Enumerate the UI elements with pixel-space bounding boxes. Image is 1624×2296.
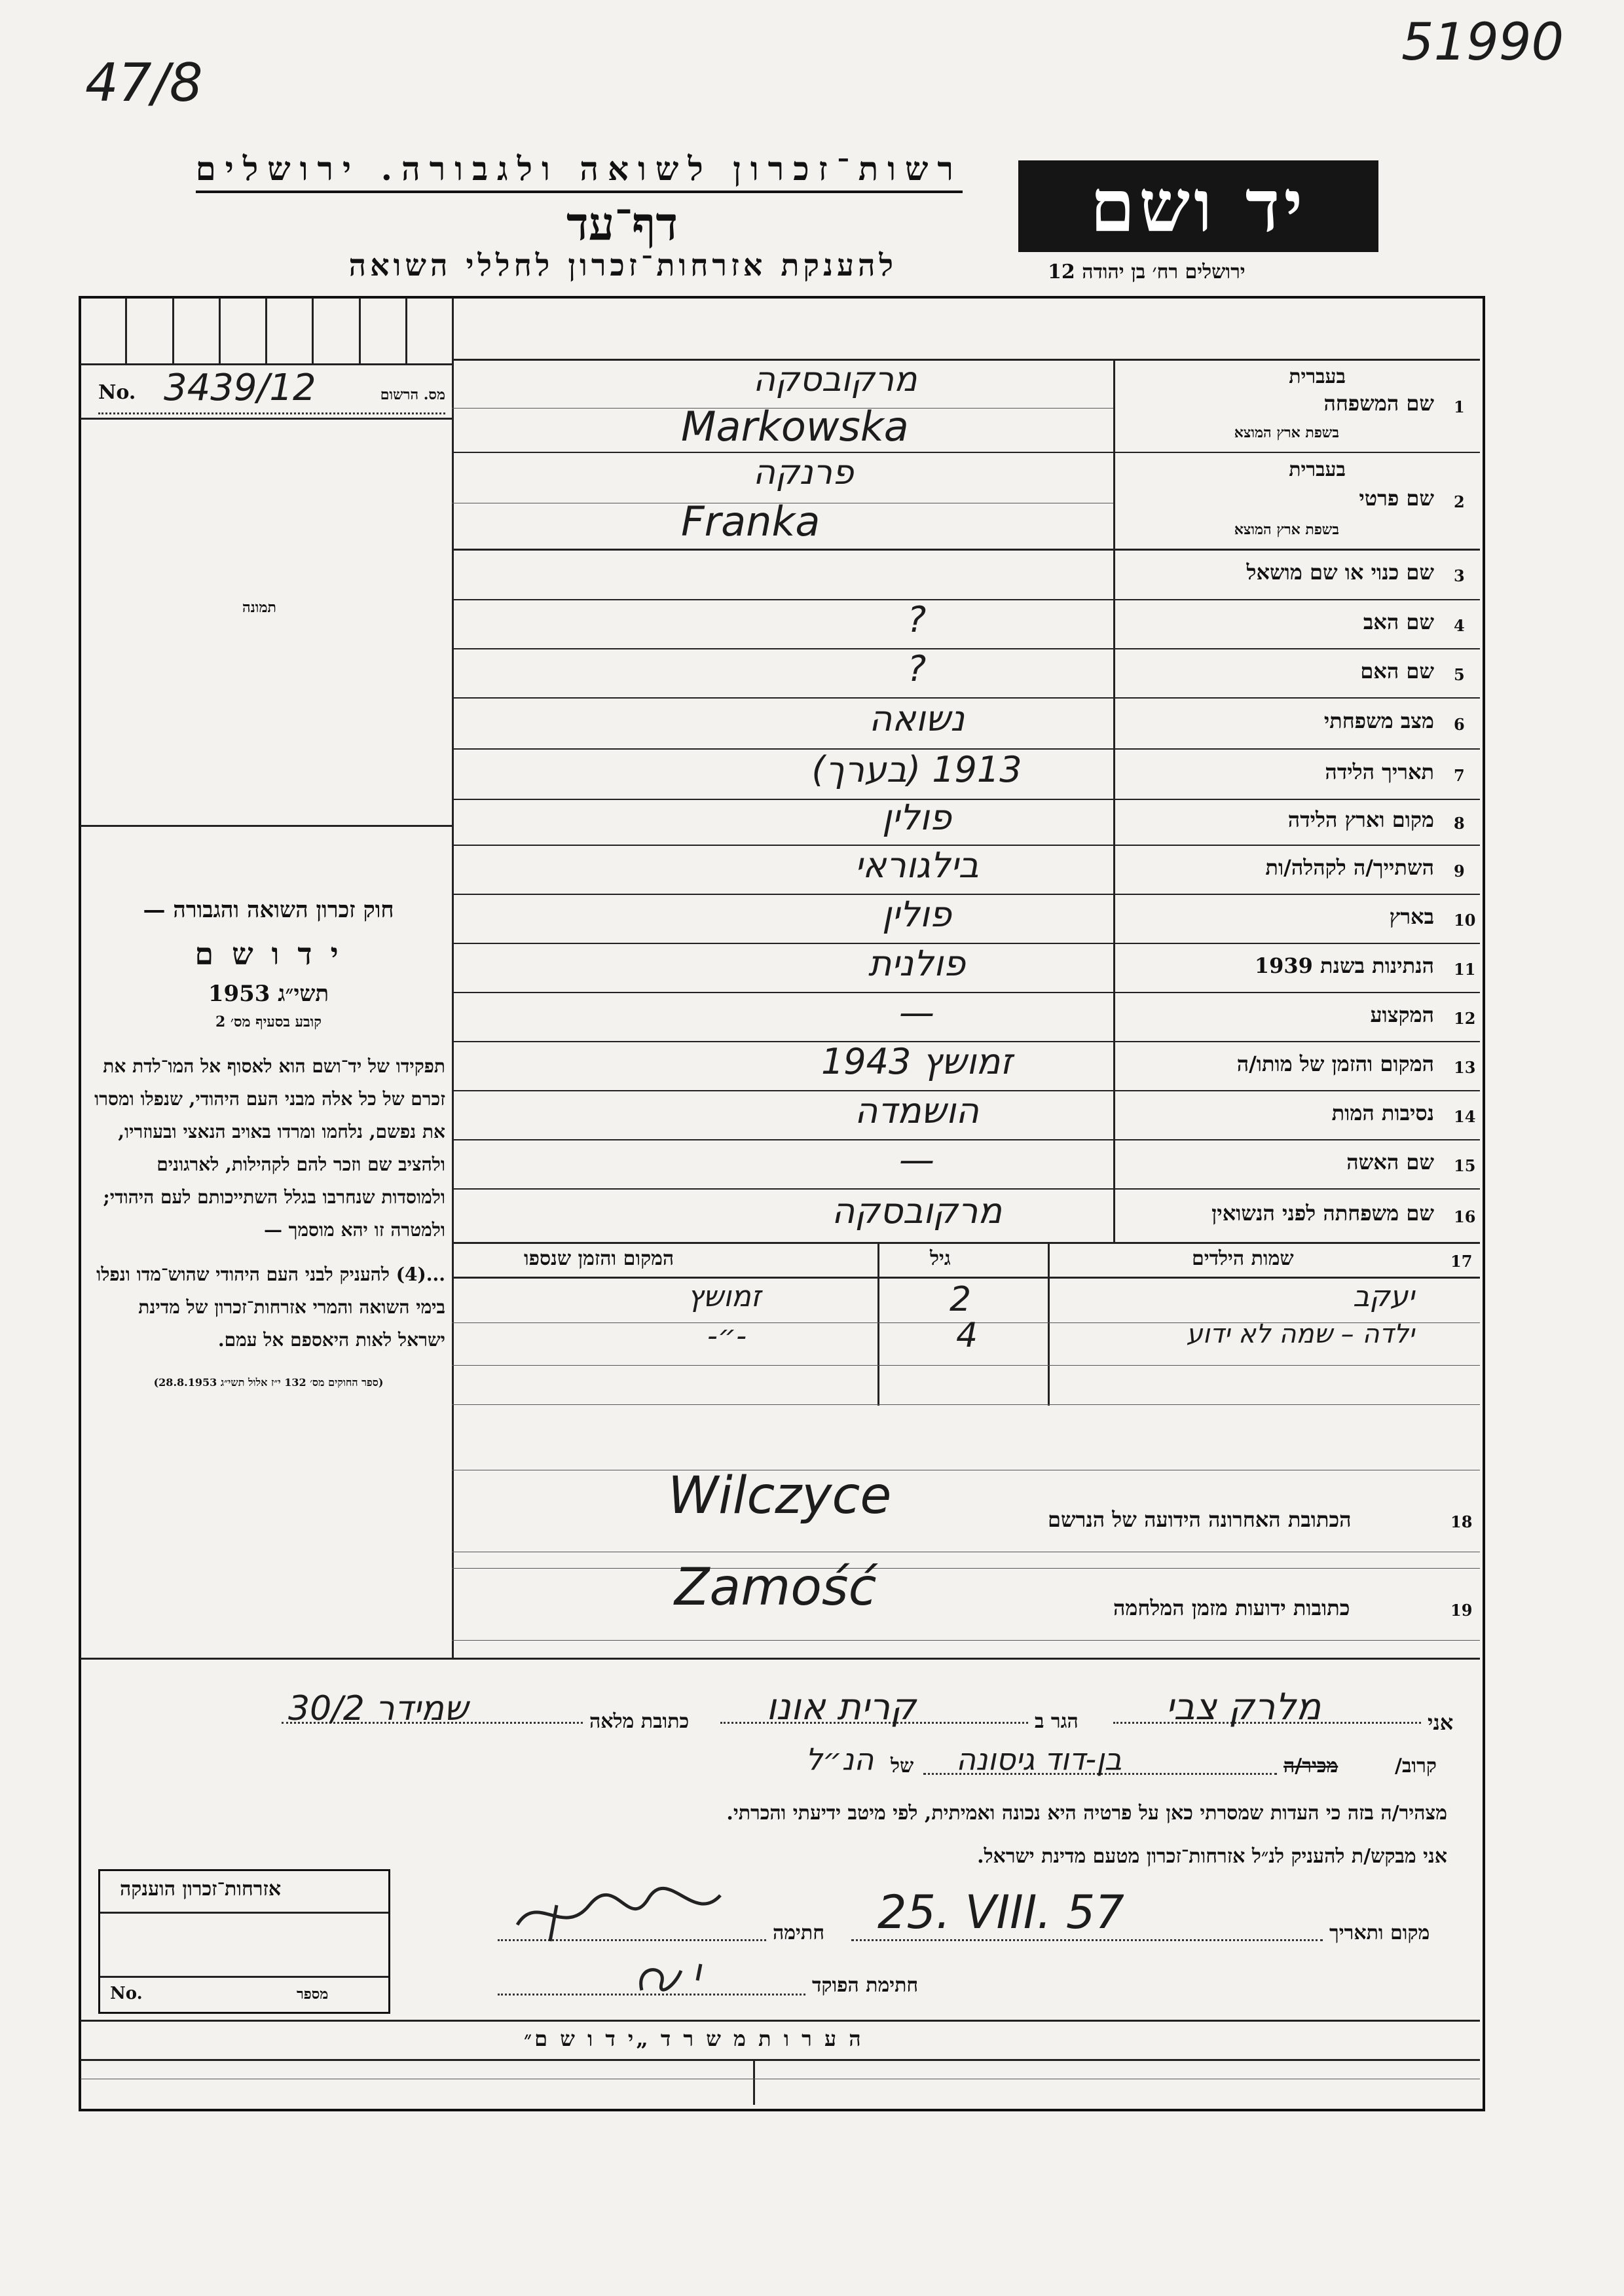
field-label: מצב משפחתי	[1323, 708, 1434, 733]
award-box-divider	[100, 1912, 388, 1914]
field-number: 5	[1454, 665, 1465, 684]
request-text: אני מבקש/ת להעניק לנ״ל אזרחות־זכרון מטעם מדינת ישראל.	[977, 1845, 1447, 1868]
wartime-address: Zamość	[674, 1558, 877, 1617]
children-col-age: גיל	[930, 1247, 951, 1270]
field-number: 13	[1454, 1057, 1476, 1077]
field-number: 4	[1454, 615, 1465, 635]
notes-divider	[753, 2059, 755, 2105]
field-value: —	[899, 991, 934, 1033]
field-value: —	[899, 1139, 934, 1180]
children-top-line	[452, 1242, 1480, 1244]
declarant-name: מלרק צבי	[1166, 1686, 1321, 1728]
declarant-signature	[511, 1879, 733, 1944]
award-box-title: אזרחות־זכרון הוענקה	[120, 1878, 282, 1901]
field-label: השתייך/ה לקהלה/ות	[1265, 854, 1434, 880]
place-date-line	[851, 1939, 1323, 1941]
child-name: ילדה – שמה לא ידוע	[1186, 1319, 1414, 1349]
official-signature-label: חתימת הפוקד	[812, 1974, 919, 1997]
field-value: ?	[907, 598, 927, 640]
field-label: מקום וארץ הלידה	[1287, 807, 1434, 832]
place-date-label: מקום ותאריך	[1329, 1922, 1430, 1944]
relation-label: קרוב/	[1395, 1755, 1437, 1777]
address-line	[452, 1640, 1480, 1641]
field-number: 11	[1454, 959, 1476, 979]
field-value: מרקובסקה	[831, 1190, 1003, 1231]
header-address: ירושלים רח׳ בן יהודה 12	[1048, 261, 1246, 283]
field-number: 3	[1454, 566, 1465, 585]
law-clause: קובע בסעיף מס׳ 2	[215, 1013, 322, 1030]
official-signature	[629, 1951, 733, 2003]
registration-prefix: No.	[98, 381, 136, 404]
last-known-address: Wilczyce	[668, 1467, 892, 1525]
field-sublabel-origin: בשפת ארץ המוצא	[1234, 424, 1339, 441]
field-value-hebrew: פרנקה	[753, 453, 854, 492]
declarant-address: שמידר 30/2	[288, 1689, 468, 1728]
field-label: נסיבות המות	[1331, 1100, 1434, 1125]
field-label: שם האשה	[1346, 1149, 1434, 1175]
field-label: בארץ	[1389, 903, 1434, 929]
award-box	[98, 1869, 390, 2014]
field-number: 2	[1454, 492, 1465, 511]
award-number-prefix: No.	[110, 1984, 143, 2003]
photo-divider	[81, 825, 452, 827]
declaration-text: מצהיר/ה בזה כי העדות שמסרתי כאן על פרטיה היא נכונה ואמיתית, לפי מיטב ידיעתי והכרתי.	[726, 1802, 1447, 1825]
field-value: 1913 (בערך)	[811, 748, 1022, 790]
declarant-lives-label: הגר ב	[1035, 1710, 1079, 1733]
code-boxes-bottom	[81, 363, 452, 365]
field-value: פולין	[882, 797, 951, 838]
field-value: הושמדה	[855, 1089, 979, 1131]
relation-value: בן-דוד גיסונה	[956, 1741, 1122, 1777]
field-number: 7	[1454, 765, 1465, 785]
declaration-top-line	[81, 1658, 1480, 1660]
address-19-number: 19	[1450, 1601, 1473, 1620]
field-divider	[452, 549, 1480, 551]
field-value: ?	[907, 647, 927, 689]
field-value: זמושץ 1943	[821, 1040, 1013, 1082]
field-divider	[452, 452, 1480, 453]
award-number-label: מספר	[297, 1986, 329, 2003]
field-value-original: Markowska	[681, 403, 909, 450]
corner-file-number: 47/8	[85, 52, 203, 113]
field-value-hebrew: מרקובסקה	[753, 360, 917, 399]
field-number: 12	[1454, 1008, 1476, 1028]
yad-vashem-logo: יד ושם	[1018, 160, 1378, 252]
law-paragraph-4: ...(4) להעניק לבני העם היהודי שהוש־מדו ונפלו בימי השואה והמרי אזרחות־זכרון של מדינת ישראל לאות היאספם אל עמם.	[96, 1264, 445, 1351]
declarant-city: קרית אונו	[766, 1686, 916, 1728]
registration-number: 3439/12	[164, 367, 316, 409]
children-col-names: שמות הילדים	[1192, 1247, 1294, 1270]
header-organization: רשות־זכרון לשואה ולגבורה. ירושלים	[196, 149, 963, 193]
field-label: תאריך הלידה	[1325, 759, 1434, 784]
field-number: 10	[1454, 910, 1476, 930]
law-name: י ד ו ש ם	[194, 936, 342, 972]
field-label: שם המשפחה	[1323, 391, 1434, 416]
children-col-divider-2	[1048, 1242, 1050, 1406]
field-label: המקצוע	[1370, 1002, 1434, 1027]
notes-header-line	[81, 2059, 1480, 2061]
child-age: 2	[950, 1280, 972, 1319]
field-number: 8	[1454, 814, 1465, 833]
field-value: פולנית	[868, 942, 966, 984]
corner-archive-number: 51990	[1401, 13, 1564, 72]
field-label: המקום והזמן של מותו/ה	[1236, 1051, 1434, 1076]
child-age: 4	[956, 1316, 978, 1355]
field-label: שם משפחתה לפני הנשואין	[1211, 1201, 1434, 1226]
address-18-label: הכתובת האחרונה הידועה של הנרשם	[1048, 1507, 1352, 1532]
form-subtitle: להענקת אזרחות־זכרון לחללי השואה	[348, 247, 897, 283]
award-box-divider	[100, 1976, 388, 1978]
children-col-place: המקום והזמן שנספו	[524, 1247, 674, 1270]
children-header-line	[452, 1277, 1480, 1279]
field-sublabel-hebrew: בעברית	[1289, 458, 1346, 481]
field-value: פולין	[882, 893, 951, 935]
address-line	[452, 1568, 1480, 1569]
field-divider	[452, 1188, 1480, 1190]
law-panel	[92, 897, 445, 1389]
field-label: שם פרטי	[1359, 486, 1434, 511]
relation-of-value: הנ״ל	[805, 1741, 874, 1777]
child-place: זמושץ	[688, 1280, 762, 1313]
signature-label: חתימה	[773, 1922, 824, 1944]
relation-of-label: של	[891, 1755, 914, 1777]
law-title: חוק זכרון השואה והגבורה —	[143, 897, 394, 923]
address-18-number: 18	[1450, 1512, 1473, 1531]
law-year: תשי״ג 1953	[208, 981, 329, 1007]
field-label: הנתינות בשנת 1939	[1254, 953, 1434, 978]
field-number: 16	[1454, 1207, 1476, 1226]
address-19-label: כתובות ידועות מזמן המלחמה	[1113, 1595, 1350, 1620]
notes-title: ה ע ר ו ת מ ש ר ד „י ד ו ש ם״	[524, 2026, 864, 2051]
field-value-original: Franka	[681, 498, 821, 545]
field-number: 1	[1454, 397, 1465, 416]
label-column-divider	[1113, 359, 1115, 1243]
children-row-line-2	[452, 1365, 1480, 1366]
relation-struck: מכיר/ה	[1283, 1755, 1338, 1777]
field-number: 9	[1454, 861, 1465, 881]
place-date-value: 25. VIII. 57	[877, 1886, 1124, 1939]
field-label: שם האם	[1360, 658, 1434, 683]
left-column-divider	[452, 298, 454, 1660]
child-name: יעקב	[1352, 1280, 1414, 1313]
form-title: דף־עד	[566, 196, 678, 251]
field-number: 15	[1454, 1156, 1476, 1175]
field-label: שם כנוי או שם מושאל	[1246, 559, 1434, 585]
declarant-address-label: כתובת מלאה	[589, 1710, 690, 1733]
field-sublabel-origin: בשפת ארץ המוצא	[1234, 521, 1339, 538]
code-boxes	[81, 298, 452, 363]
registration-row	[98, 367, 445, 414]
field-sublabel-hebrew: בעברית	[1289, 365, 1346, 388]
field-label: שם האב	[1363, 609, 1434, 634]
registration-divider	[81, 418, 452, 420]
field-value: בילגוראי	[855, 844, 979, 886]
declarant-ani: אני	[1428, 1710, 1454, 1735]
field-number: 14	[1454, 1106, 1476, 1126]
notes-top-line	[81, 2020, 1480, 2022]
registration-label: מס. הרשום	[380, 386, 445, 403]
field-value: נשואה	[869, 698, 965, 739]
children-field-number: 17	[1450, 1252, 1473, 1271]
top-strip-line	[452, 359, 1480, 361]
children-col-divider-1	[877, 1242, 879, 1406]
field-number: 6	[1454, 715, 1465, 734]
child-place: -״-	[707, 1319, 747, 1353]
law-reference: (ספר החוקים מס׳ 132 י״ז אלול תשי״ג 28.8.1953)	[153, 1376, 384, 1389]
photo-label: תמונה	[242, 599, 276, 616]
law-paragraph-1: תפקידו של יד־ושם הוא לאסוף אל המו־לדת את זכרם של כל אלה מבני העם היהודי, שנפלו ומסרו את נפשם, נלחמו ומרדו באויב הנאצי ובעוזריו, ולהציב שם וזכר להם לקהילות, לארגונים ולמוסדות שנחרבו בגלל השתייכותם לעם היהודי; ולמטרה זו יהא מוסמך —	[94, 1055, 445, 1241]
children-row-line-3	[452, 1404, 1480, 1405]
